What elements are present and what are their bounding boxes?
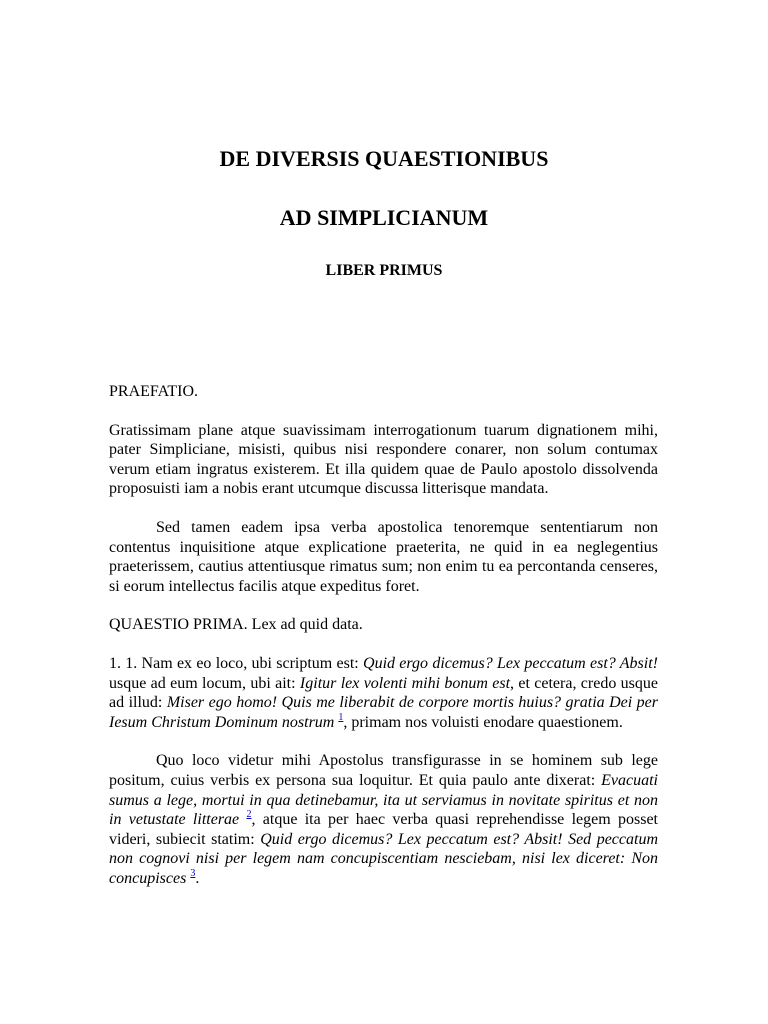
scripture-quote: Quid ergo dicemus? Lex peccatum est? Absit!	[363, 654, 658, 672]
text-run: 1. 1. Nam ex eo loco, ubi scriptum est:	[109, 654, 364, 672]
text-run: usque ad eum locum, ubi ait:	[109, 674, 300, 692]
quaestio-paragraph-1	[109, 654, 658, 732]
scripture-quote: Quid ergo dicemus? Lex peccatum est? Absit! Sed peccatum non cognovi nisi per legem nam concupiscentiam nesciebam, nisi lex diceret: Non concupisces	[109, 830, 658, 887]
scripture-quote: Igitur lex volenti mihi bonum est	[299, 674, 511, 692]
document-body	[109, 382, 658, 907]
quaestio-heading: QUAESTIO PRIMA. Lex ad quid data.	[109, 616, 363, 634]
title-line-2: AD SIMPLICIANUM	[279, 205, 489, 230]
text-run: , atque ita per haec verba quasi reprehendisse legem posset videri, subiecit statim:	[109, 811, 659, 848]
footnote-link-2[interactable]: 2	[246, 809, 252, 821]
quaestio-paragraph-2	[109, 751, 658, 888]
praefatio-heading: PRAEFATIO.	[109, 383, 199, 400]
book-title: LIBER PRIMUS	[325, 262, 443, 279]
praefatio-paragraph-2: Sed tamen eadem ipsa verba apostolica tenoremque sententiarum non contentus inquisitione atque explicatione praeterita, ne quid in ea neglegentius praeterissem, cautius attentiusque rimatus sum; non enim tu ea percontanda censeres, si eorum intellectus facilis atque expeditus foret.	[109, 518, 658, 595]
text-run: Quo loco videtur mihi Apostolus transfigurasse in se hominem sub lege positum, cuius verbis ex persona sua loquitur. Et quia paulo ante dixerat:	[109, 752, 658, 789]
text-run: , et cetera, credo usque ad illud:	[109, 674, 659, 712]
praefatio-paragraph-1: Gratissimam plane atque suavissimam interrogationum tuarum dignationem mihi, pater Simpliciane, misisti, quibus nisi respondere conarer, non solum contumax verum etiam ingratus existerem. Et illa quidem quae de Paulo apostolo dissolvenda proposuisti iam a nobis erant utcumque discussa litterisque mandata.	[109, 421, 658, 498]
scripture-quote: Evacuati sumus a lege, mortui in qua detinebamur, ita ut serviamus in novitate spiritus et non in vetustate litterae	[109, 771, 658, 829]
text-run: .	[195, 869, 200, 887]
text-run: , primam nos voluisti enodare quaestionem.	[343, 713, 623, 731]
footnote-link-1[interactable]: 1	[338, 711, 344, 723]
scripture-quote: Miser ego homo! Quis me liberabit de corpore mortis huius? gratia Dei per Iesum Christum Dominum nostrum	[109, 694, 658, 731]
title-line-1: DE DIVERSIS QUAESTIONIBUS	[219, 146, 549, 171]
footnote-link-3[interactable]: 3	[190, 867, 196, 879]
